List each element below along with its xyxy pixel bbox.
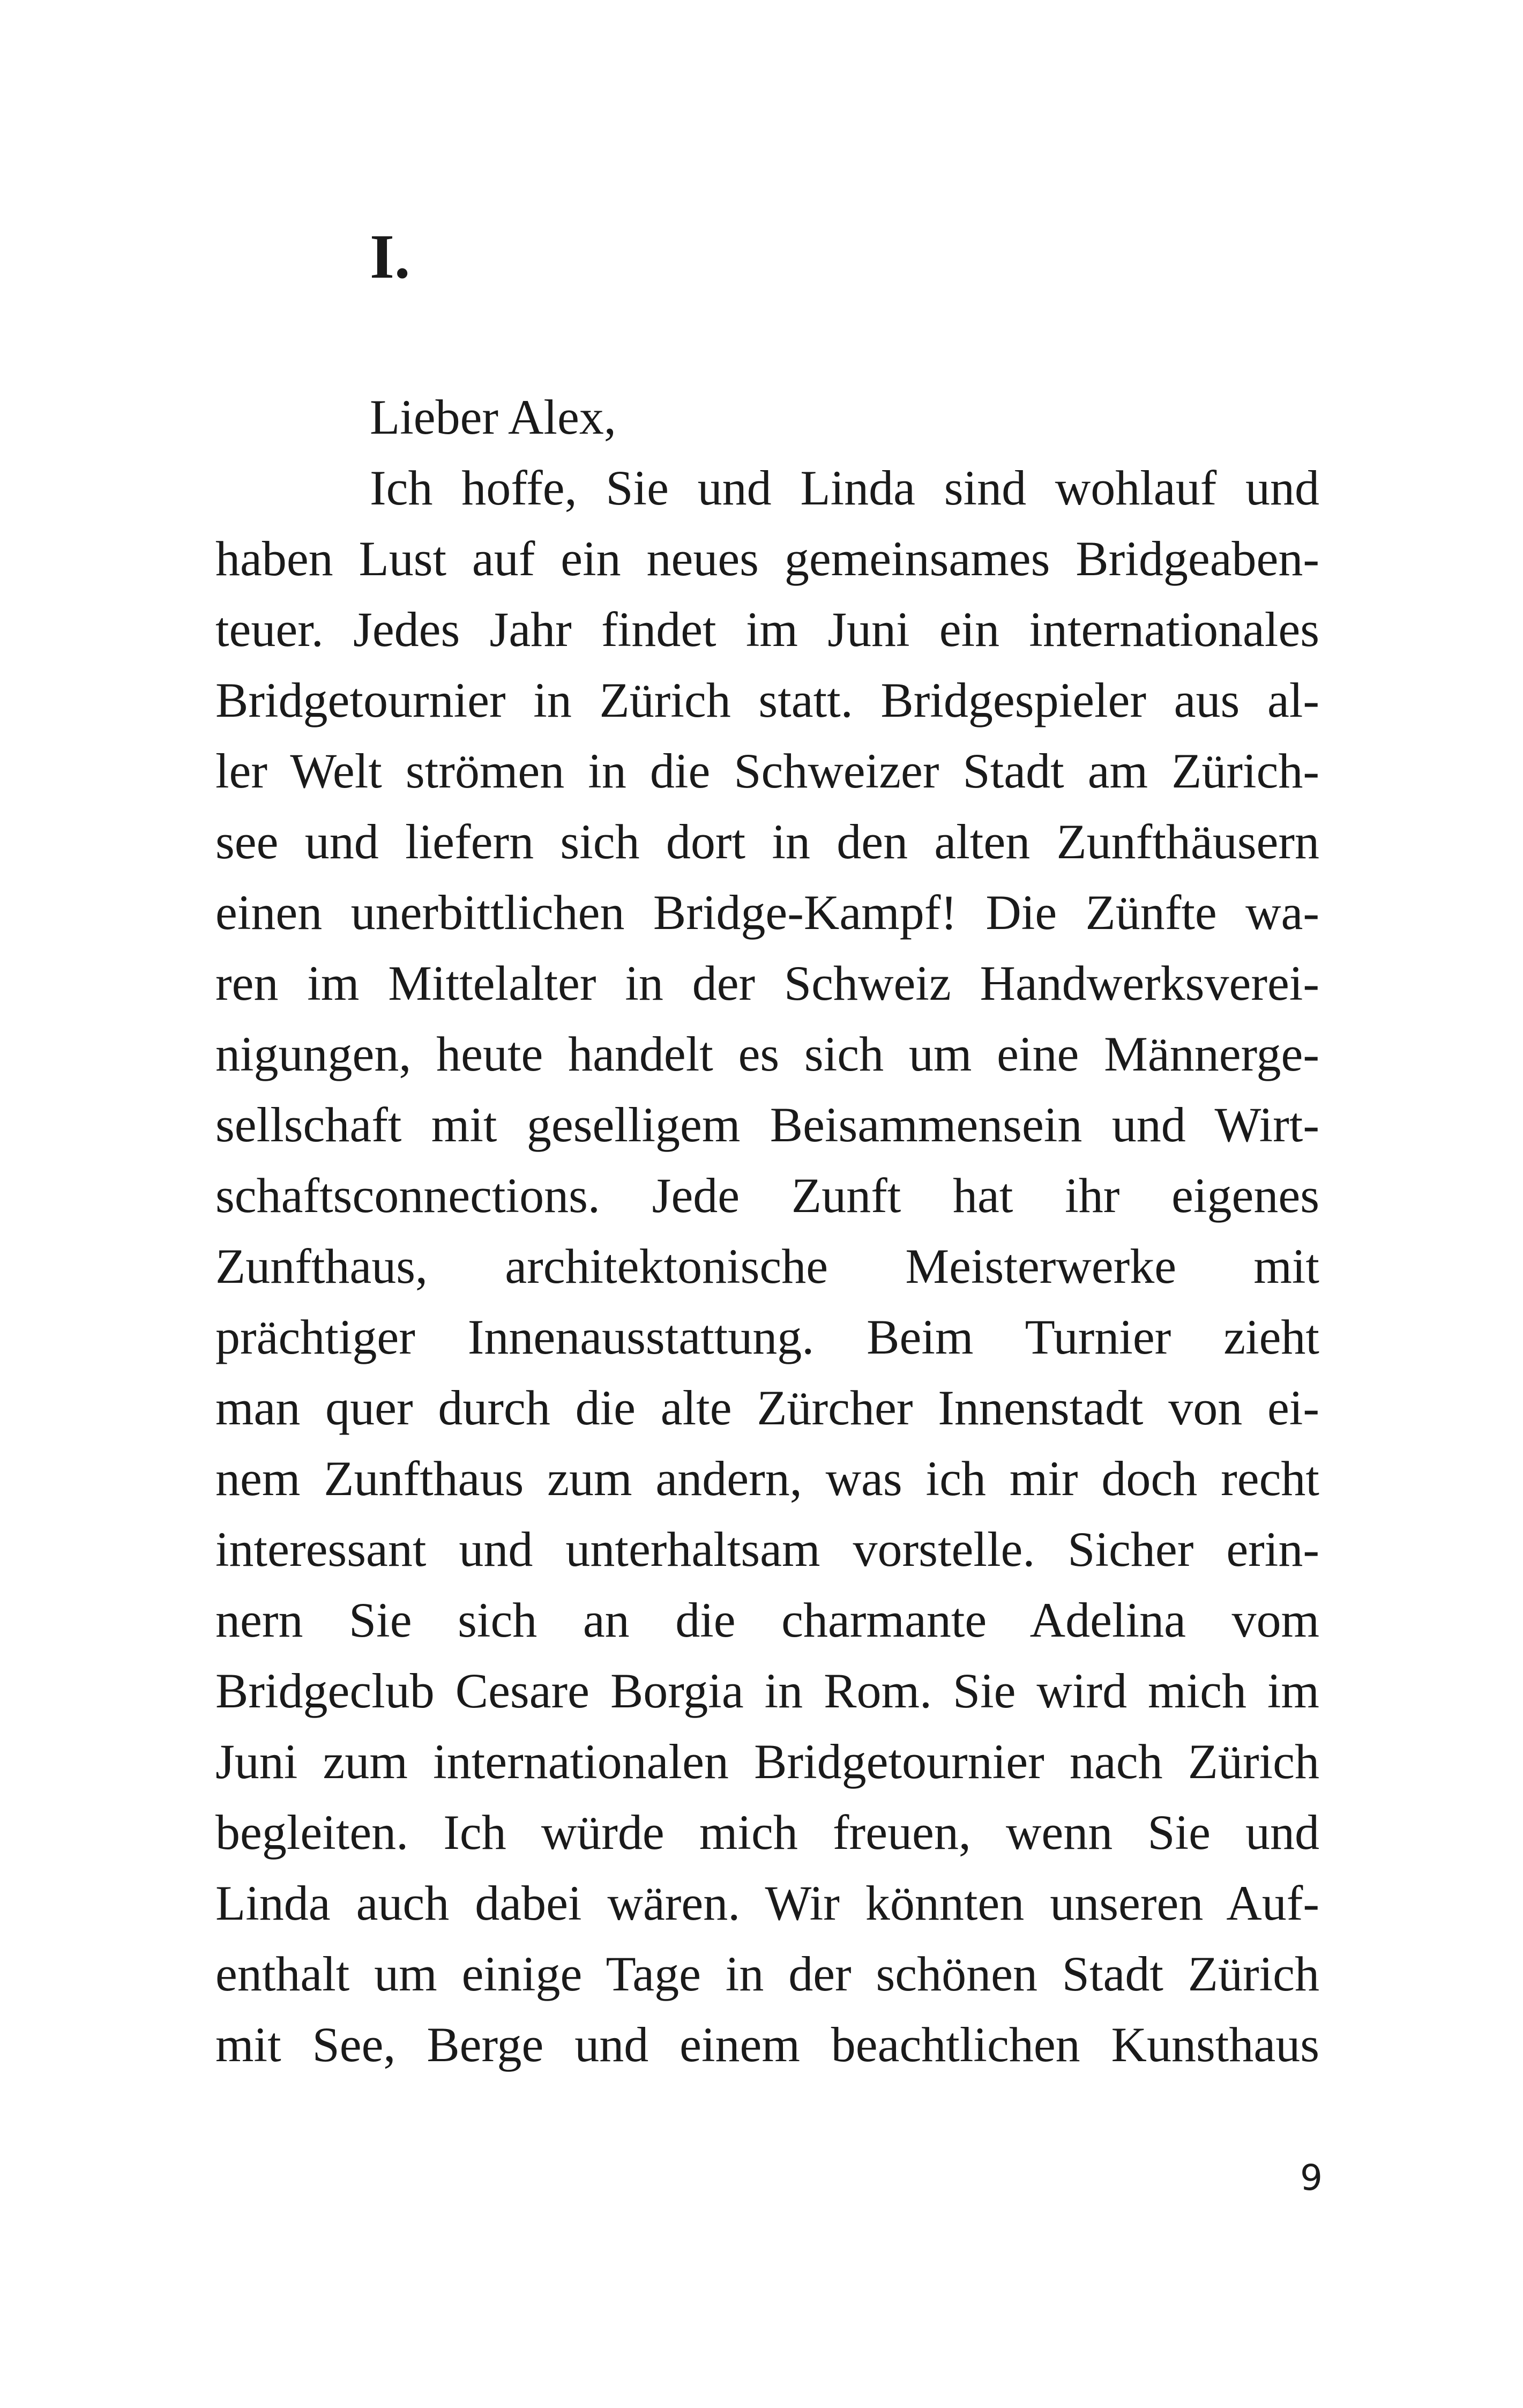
text-line: see und liefern sich dort in den alten Zunfthäusern (215, 814, 1319, 869)
chapter-heading: I. (370, 221, 410, 292)
text-line: nern Sie sich an die charmante Adelina vom (215, 1593, 1319, 1647)
text-line: nigungen, heute handelt es sich um eine Männerge- (215, 1027, 1319, 1081)
text-line: mit See, Berge und einem beachtlichen Kunsthaus (215, 2017, 1319, 2072)
text-line: sellschaft mit geselligem Beisammensein und Wirt- (215, 1097, 1319, 1152)
letter-salutation: Lieber Alex, (370, 390, 616, 444)
text-line: enthalt um einige Tage in der schönen Stadt Zürich (215, 1946, 1319, 2001)
text-line: haben Lust auf ein neues gemeinsames Bridgeaben- (215, 531, 1319, 586)
text-line: interessant und unterhaltsam vorstelle. Sicher erin- (215, 1522, 1319, 1577)
text-line: ren im Mittelalter in der Schweiz Handwerksverei- (215, 956, 1319, 1010)
letter-body (215, 382, 1319, 2080)
text-line: Bridgeclub Cesare Borgia in Rom. Sie wird mich im (215, 1663, 1319, 1718)
text-line: Ich hoffe, Sie und Linda sind wohlauf und (370, 460, 1319, 515)
page-number: 9 (1300, 2157, 1323, 2198)
text-line: nem Zunfthaus zum andern, was ich mir doch recht (215, 1451, 1319, 1506)
text-line: teuer. Jedes Jahr findet im Juni ein internationales (215, 602, 1319, 657)
text-line: prächtiger Innenausstattung. Beim Turnier zieht (215, 1310, 1319, 1364)
text-line: Zunfthaus, architektonische Meisterwerke mit (215, 1239, 1319, 1294)
text-line: schaftsconnections. Jede Zunft hat ihr eigenes (215, 1168, 1319, 1223)
text-line: Linda auch dabei wären. Wir könnten unseren Auf- (215, 1876, 1319, 1930)
text-line: man quer durch die alte Zürcher Innenstadt von ei- (215, 1380, 1319, 1435)
text-line: einen unerbittlichen Bridge-Kampf! Die Zünfte wa- (215, 885, 1319, 940)
text-line: Juni zum internationalen Bridgetournier nach Zürich (215, 1734, 1319, 1789)
text-line: ler Welt strömen in die Schweizer Stadt am Zürich- (215, 744, 1319, 798)
text-line: begleiten. Ich würde mich freuen, wenn Sie und (215, 1805, 1319, 1860)
text-line: Bridgetournier in Zürich statt. Bridgespieler aus al- (215, 673, 1319, 727)
